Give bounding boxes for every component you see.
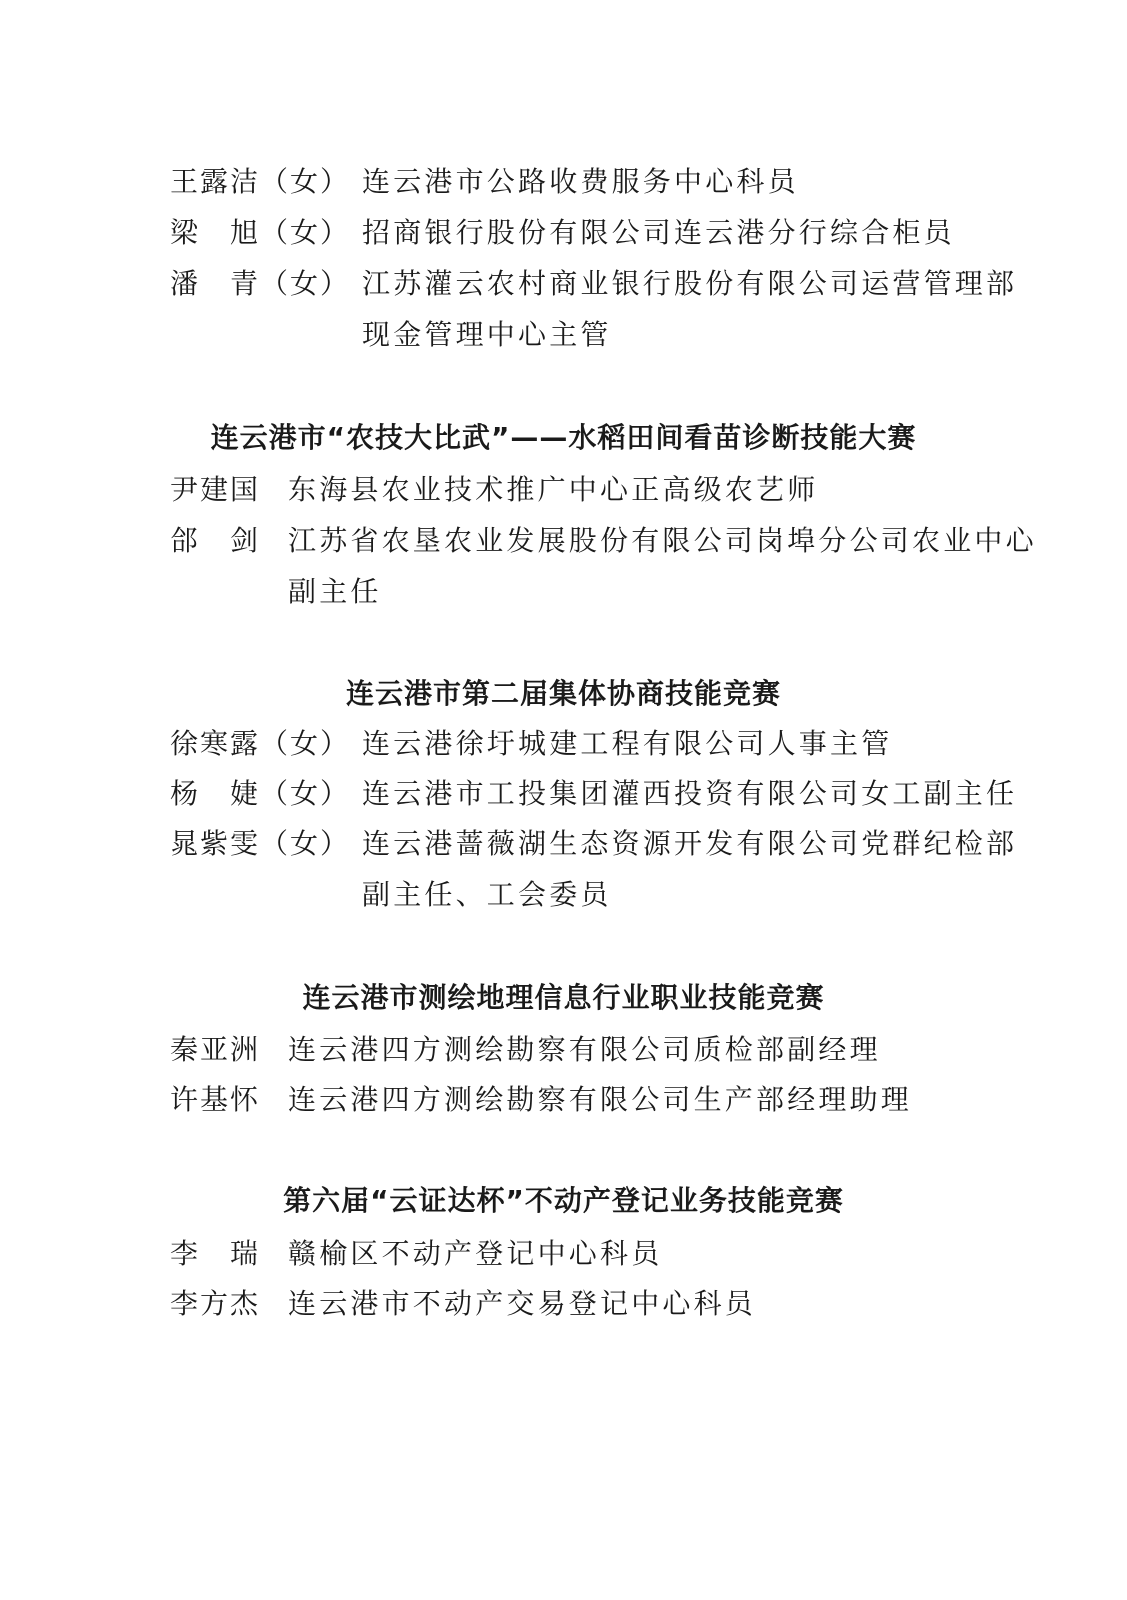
person-organization: 连云港市不动产交易登记中心科员 [288, 1287, 757, 1320]
person-name: 潘 青（女） [170, 267, 351, 300]
section-heading: 连云港市第二届集体协商技能竞赛 [345, 677, 781, 710]
person-name: 梁 旭（女） [170, 216, 351, 249]
person-organization: 连云港徐圩城建工程有限公司人事主管 [362, 727, 893, 760]
person-organization-continued: 副主任、工会委员 [362, 878, 612, 911]
section-heading: 连云港市测绘地理信息行业职业技能竞赛 [302, 981, 825, 1014]
person-name: 郃 剑 [170, 524, 261, 557]
person-name: 李 瑞 [170, 1237, 261, 1270]
person-organization-continued: 现金管理中心主管 [362, 318, 612, 351]
person-name: 秦亚洲 [170, 1033, 261, 1066]
person-name: 尹建国 [170, 473, 261, 506]
person-organization: 江苏灌云农村商业银行股份有限公司运营管理部 [362, 267, 1018, 300]
person-organization: 连云港四方测绘勘察有限公司质检部副经理 [288, 1033, 881, 1066]
person-organization: 赣榆区不动产登记中心科员 [288, 1237, 663, 1270]
person-organization: 江苏省农垦农业发展股份有限公司岗埠分公司农业中心 [288, 524, 1037, 557]
person-name: 徐寒露（女） [170, 727, 351, 760]
person-name: 晁紫雯（女） [170, 827, 351, 860]
person-organization: 连云港蔷薇湖生态资源开发有限公司党群纪检部 [362, 827, 1018, 860]
person-name: 李方杰 [170, 1287, 261, 1320]
person-organization: 连云港市工投集团灌西投资有限公司女工副主任 [362, 777, 1018, 810]
person-organization: 连云港四方测绘勘察有限公司生产部经理助理 [288, 1083, 913, 1116]
person-name: 杨 婕（女） [170, 777, 351, 810]
section-heading: 第六届“云证达杯”不动产登记业务技能竞赛 [283, 1184, 844, 1217]
person-name: 许基怀 [170, 1083, 261, 1116]
person-organization: 招商银行股份有限公司连云港分行综合柜员 [362, 216, 955, 249]
section-heading: 连云港市“农技大比武”——水稻田间看苗诊断技能大赛 [210, 421, 917, 454]
person-name: 王露洁（女） [170, 165, 351, 198]
person-organization: 东海县农业技术推广中心正高级农艺师 [288, 473, 819, 506]
person-organization: 连云港市公路收费服务中心科员 [362, 165, 799, 198]
person-organization-continued: 副主任 [288, 575, 382, 608]
